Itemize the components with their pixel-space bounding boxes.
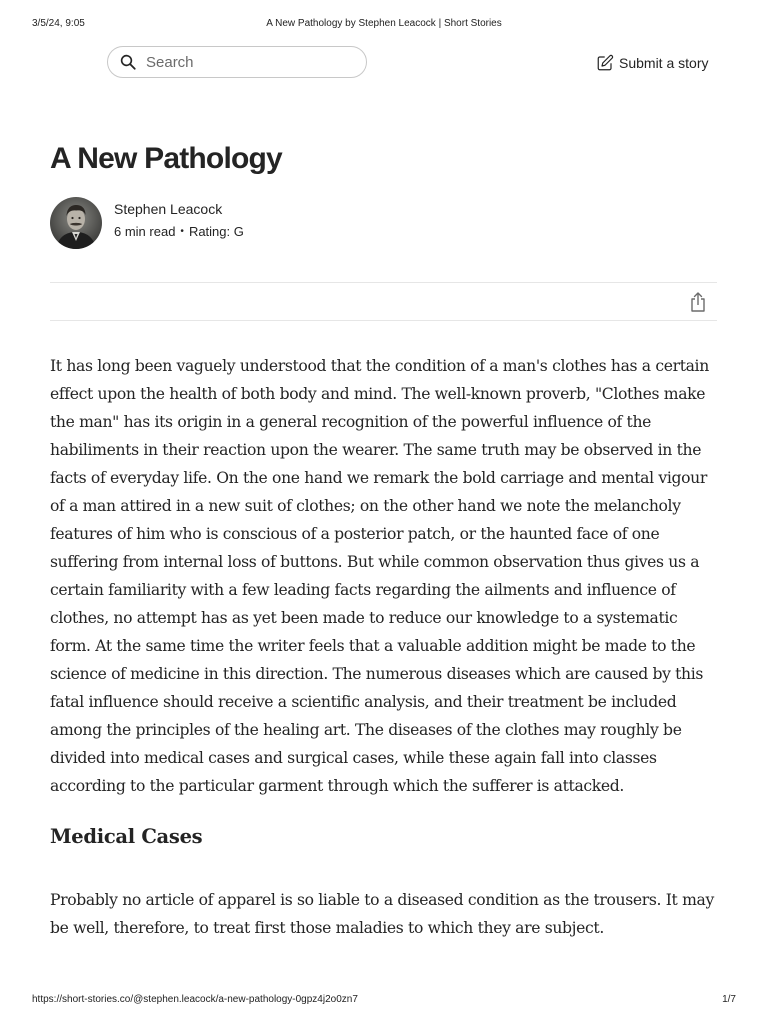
page-indicator: 1/7 <box>722 994 736 1005</box>
meta-separator: • <box>180 226 184 237</box>
story-body <box>50 352 722 942</box>
divider-bottom <box>50 320 717 321</box>
story-meta <box>114 224 244 239</box>
submit-story-link[interactable] <box>596 53 708 73</box>
author-portrait <box>50 197 102 249</box>
read-time: 6 min read <box>114 224 176 239</box>
author-avatar[interactable] <box>50 197 102 249</box>
author-name[interactable]: Stephen Leacock <box>114 201 223 217</box>
section-heading: Medical Cases <box>50 825 203 848</box>
paragraph: It has long been vaguely understood that the condition of a man's clothes has a certain effect upon the health of both body and mind. The well-known proverb, "Clothes make the man" has its origin in a general recognition of the powerful influence of the habiliments in their reaction upon the wearer. The same truth may be observed in the facts of everyday life. On the one hand we remark the bold carriage and mental vigour of a man attired in a new suit of clothes; on the other hand we note the melancholy features of him who is conscious of a posterior patch, or the haunted face of one suffering from internal loss of buttons. But while common observation thus gives us a certain familiarity with a few leading facts regarding the ailments and influence of clothes, no attempt has as yet been made to reduce our knowledge to a systematic form. At the same time the writer feels that a valuable addition might be made to the science of medicine in this direction. The numerous diseases which are caused by this fatal influence should receive a scientific analysis, and their treatment be included among the principles of the healing art. The diseases of the clothes may roughly be divided into medical cases and surgical cases, while these again fall into classes according to the particular garment through which the sufferer is attacked. <box>50 357 709 795</box>
paragraph: Probably no article of apparel is so liable to a diseased condition as the trousers. It may be well, therefore, to treat first those maladies to which they are subject. <box>50 891 714 937</box>
share-button[interactable] <box>688 290 708 314</box>
submit-story-label: Submit a story <box>619 55 709 71</box>
divider-top <box>50 282 717 283</box>
search-bar[interactable] <box>107 46 367 78</box>
print-header <box>0 18 768 32</box>
print-footer <box>0 994 768 1008</box>
story-title: A New Pathology <box>50 142 282 175</box>
story-rating: Rating: G <box>188 224 244 239</box>
print-url: https://short-stories.co/@stephen.leacock/a-new-pathology-0gpz4j2o0zn7 <box>32 994 358 1005</box>
search-input[interactable] <box>146 54 346 71</box>
print-datetime: 3/5/24, 9:05 <box>32 18 85 29</box>
print-page-title: A New Pathology by Stephen Leacock | Short Stories <box>266 18 502 29</box>
pencil-square-icon <box>596 54 614 72</box>
share-icon <box>689 291 707 313</box>
search-icon <box>119 53 137 71</box>
